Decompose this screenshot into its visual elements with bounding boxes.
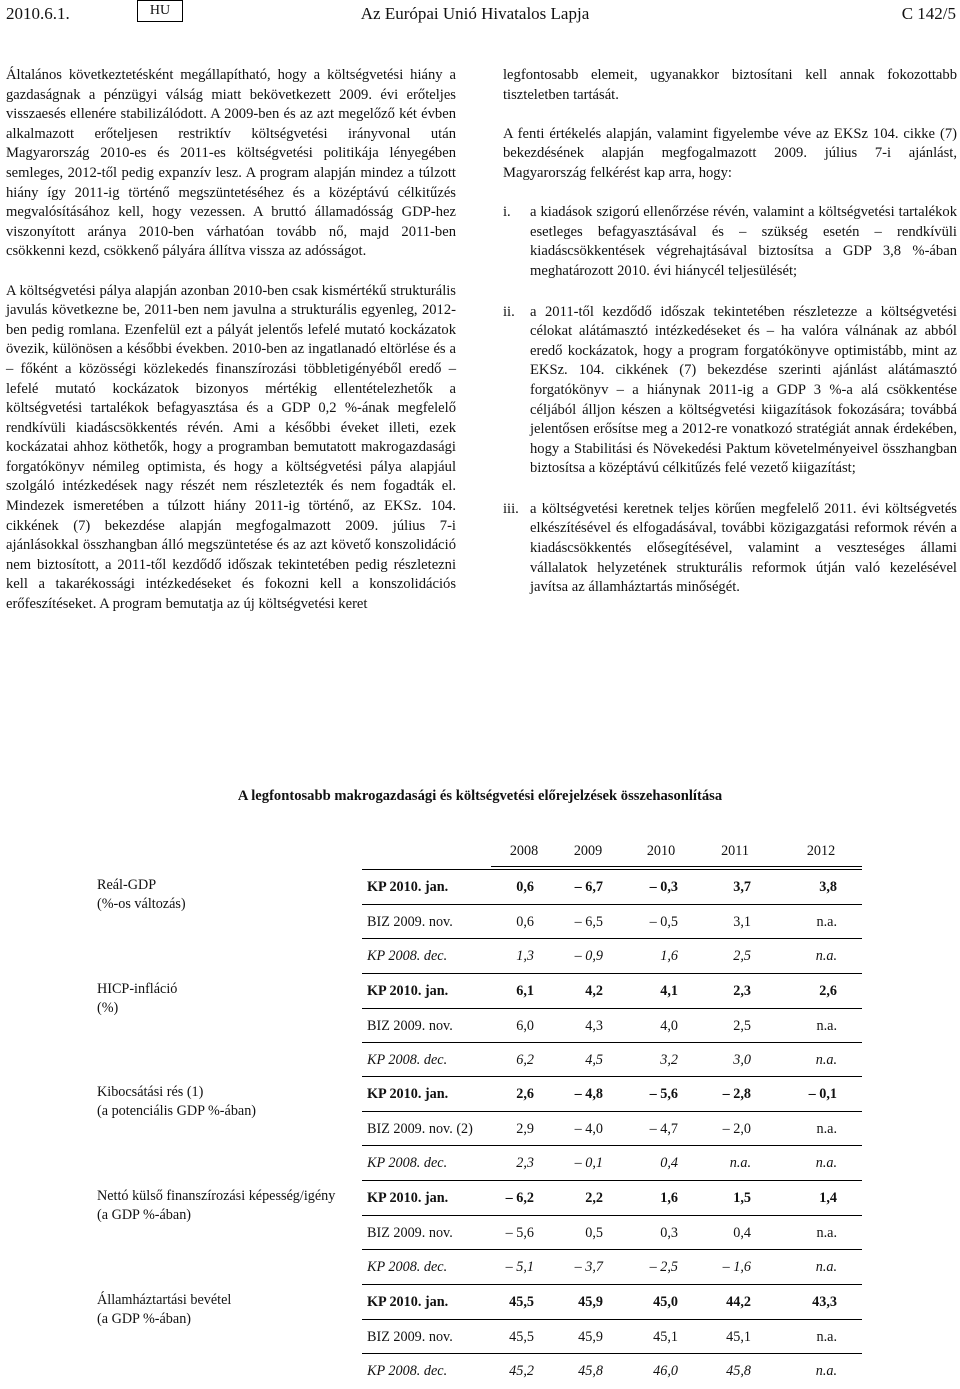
table-row (362, 1320, 862, 1355)
value-cell: n.a. (815, 1259, 837, 1276)
list-item (503, 500, 957, 598)
indicator-label (97, 1187, 349, 1224)
value-cell: 4,5 (585, 1052, 603, 1069)
indicator-name: Kibocsátási rés (1) (97, 1084, 204, 1100)
table-row (362, 973, 862, 1009)
table-row (362, 869, 862, 905)
value-cell: 2,6 (516, 1086, 534, 1102)
value-cell: 0,6 (516, 879, 534, 895)
value-cell: 3,0 (733, 1052, 751, 1069)
table-row (362, 1216, 862, 1251)
table-row (362, 1112, 862, 1147)
value-cell: 2,2 (585, 1190, 603, 1206)
value-cell: 2,6 (819, 983, 837, 999)
value-cell: 1,6 (660, 948, 678, 965)
value-cell: n.a. (815, 1363, 837, 1380)
value-cell: 1,3 (516, 948, 534, 965)
value-cell: 45,8 (578, 1363, 603, 1380)
indicator-rows (362, 1076, 862, 1181)
table-title: A legfontosabb makrogazdasági és költségvetési előrejelzések összehasonlítása (237, 788, 723, 804)
paragraph: legfontosabb elemeit, ugyanakkor biztosítani kell annak fokozottabb tiszteletben tartását. (503, 67, 957, 103)
value-cell: n.a. (816, 1224, 837, 1241)
forecast-source-cell: KP 2008. dec. (367, 1259, 448, 1276)
page-header (0, 0, 960, 32)
table-row (362, 939, 862, 974)
indicator-unit: (%) (97, 999, 119, 1016)
forecast-source-cell: KP 2010. jan. (367, 879, 449, 895)
forecast-source-cell: KP 2010. jan. (367, 1190, 449, 1206)
value-cell: – 4,7 (649, 1120, 678, 1137)
table-row (362, 1284, 862, 1320)
value-cell: 4,3 (585, 1017, 603, 1034)
table-row (362, 1009, 862, 1044)
value-cell: 45,9 (578, 1294, 603, 1310)
value-cell: 2,9 (516, 1120, 534, 1137)
forecast-source-cell: KP 2010. jan. (367, 983, 449, 999)
value-cell: 45,5 (509, 1328, 534, 1345)
table-row (362, 1250, 862, 1285)
value-cell: n.a. (816, 913, 837, 930)
indicator-unit: (a GDP %-ában) (97, 1310, 192, 1327)
list-item-text: a 2011-től kezdődő időszak tekintetében részletezze a költségvetési célokat alátámasztó intézkedéseket és – ha valóra válnának az abból eredő kockázatok, hogy a program forgatókönyve optimistább, mint az EKSz. 104. cikkének (7) bekezdése szerinti ajánlást alátámasztó forgatókönyv – a hiánynak 2011-ig a GDP 3 %-a alá csökkentése céljából álljon készen a költségvetési kiigazítások fokozására; továbbá jelentősen erősítse meg a 2012-re vonatkozó stratégiát annak érdekében, hogy a Stabilitási és Növekedési Paktum követelményeivel összhangban biztosítsa a középtávú célkitűzés felé vezető kiigazítást; (530, 303, 957, 477)
value-cell: 1,5 (733, 1190, 751, 1206)
value-cell: 45,5 (509, 1294, 534, 1310)
journal-title: Az Európai Unió Hivatalos Lapja (360, 4, 590, 23)
list-item (503, 203, 957, 281)
indicator-rows (362, 1284, 862, 1389)
value-cell: n.a. (815, 1052, 837, 1069)
paragraph: Általános következtetésként megállapítható, hogy a költségvetési hiány a gazdaságnak a pénzügyi válság miatt bekövetkezett 2009. évi erőteljes visszaesés ellenére stabilizálódott. A 2009-ben és az azt megelőző két évben alkalmazott erőteljesen restriktív költségvetési irányvonal után Magyarország 2010-es és 2011-es költségvetési politikája lényegében semleges, 2012-től pedig expanzív lesz. A program alapján mindez a túlzott hiány így 2011-ig történő megszüntetéséhez és a középtávú célkitűzés megvalósításához kell, hogy vezessen. A bruttó államadósság GDP-hez viszonyított aránya 2010-ben várhatóan tovább nő, majd 2011-ben csökkenni kezd, csökkenő pályára állítva vissza az adósságot. (6, 67, 456, 260)
value-cell: 45,9 (578, 1328, 603, 1345)
indicator-rows (362, 973, 862, 1078)
value-cell: 4,2 (585, 983, 603, 999)
value-cell: n.a. (815, 1155, 837, 1172)
value-cell: 2,3 (733, 983, 751, 999)
table-row (362, 1354, 862, 1389)
indicator-rows (362, 1180, 862, 1285)
forecast-source-cell: KP 2008. dec. (367, 1155, 448, 1172)
indicator-name: Nettó külső finanszírozási képesség/igény (97, 1188, 336, 1204)
value-cell: – 5,1 (505, 1259, 534, 1276)
indicator-label (97, 876, 349, 913)
list-item-number: ii. (503, 303, 515, 320)
value-cell: 46,0 (653, 1363, 678, 1380)
value-cell: 4,0 (660, 1017, 678, 1034)
value-cell: – 5,6 (505, 1224, 534, 1241)
value-cell: – 3,7 (574, 1259, 603, 1276)
value-cell: 1,4 (819, 1190, 837, 1206)
value-cell: 44,2 (726, 1294, 751, 1310)
indicator-label (97, 1291, 349, 1328)
paragraph: A fenti értékelés alapján, valamint figyelembe véve az EKSz 104. cikke (7) bekezdésének alapján megfogalmazott 2009. július 7-i ajánlást, Magyarország felkérést kap arra, hogy: (503, 125, 957, 181)
value-cell: 0,4 (660, 1155, 678, 1172)
list-item (503, 303, 957, 479)
forecast-source-cell: KP 2008. dec. (367, 1363, 448, 1380)
right-text-column (503, 66, 957, 619)
table-row (362, 1043, 862, 1078)
publication-date: 2010.6.1. (6, 4, 70, 23)
value-cell: – 2,8 (722, 1086, 751, 1102)
list-item-text: a kiadások szigorú ellenőrzése révén, valamint a költségvetési tartalékok esetleges befagyasztásával és – szükség esetén – rendkívüli kiadáscsökkentések végrehajtásával biztosítsa a GDP 3,8 %-ában meghatározott 2010. évi hiánycél teljesülését; (530, 204, 957, 279)
value-cell: 3,7 (733, 879, 751, 895)
year-header-cell: 2011 (721, 843, 749, 859)
indicator-name: Reál-GDP (97, 877, 157, 893)
value-cell: n.a. (816, 1328, 837, 1345)
table-row (362, 1076, 862, 1112)
forecast-source-cell: BIZ 2009. nov. (2) (367, 1120, 473, 1137)
value-cell: 45,1 (653, 1328, 678, 1345)
value-cell: 0,3 (660, 1224, 678, 1241)
value-cell: – 0,1 (574, 1155, 603, 1172)
language-code-box: HU (137, 0, 183, 22)
indicator-unit: (a potenciális GDP %-ában) (97, 1102, 257, 1119)
forecast-source-cell: BIZ 2009. nov. (367, 913, 453, 930)
value-cell: 6,0 (516, 1017, 534, 1034)
indicator-unit: (%-os változás) (97, 895, 186, 912)
value-cell: n.a. (816, 1017, 837, 1034)
value-cell: – 6,5 (574, 913, 603, 930)
value-cell: – 2,0 (722, 1120, 751, 1137)
value-cell: 3,1 (733, 913, 751, 930)
value-cell: – 4,0 (574, 1120, 603, 1137)
value-cell: – 0,5 (649, 913, 678, 930)
year-header-cell: 2008 (509, 843, 539, 859)
left-text-column (6, 66, 456, 634)
value-cell: – 0,3 (649, 879, 678, 895)
value-cell: 4,1 (660, 983, 678, 999)
value-cell: 0,4 (733, 1224, 751, 1241)
value-cell: 43,3 (812, 1294, 837, 1310)
indicator-label (97, 980, 349, 1017)
table-row (362, 1146, 862, 1181)
value-cell: 0,6 (516, 913, 534, 930)
indicator-label (97, 1083, 349, 1120)
list-item-text: a költségvetési keretnek teljes körűen megfelelő 2011. évi költségvetés elkészítésével és elfogadásával, további közigazgatási reformok révén a kiadáscsökkentés elősegítésével, valamint a veszteséges állami vállalatok helyzetének strukturális reformok útján való kezelésével javítsa az államháztartás minőségét. (530, 500, 957, 596)
value-cell: – 6,7 (574, 879, 603, 895)
forecast-source-cell: KP 2010. jan. (367, 1294, 449, 1310)
forecast-source-cell: BIZ 2009. nov. (367, 1328, 453, 1345)
list-item-number: i. (503, 204, 511, 221)
page-number: C 142/5 (901, 4, 956, 23)
year-header-cell: 2010 (646, 843, 676, 859)
value-cell: 3,8 (819, 879, 837, 895)
year-header-cell: 2009 (573, 843, 603, 859)
value-cell: 6,1 (516, 983, 534, 999)
value-cell: – 2,5 (649, 1259, 678, 1276)
value-cell: 45,8 (726, 1363, 751, 1380)
value-cell: 2,3 (516, 1155, 534, 1172)
value-cell: 45,1 (726, 1328, 751, 1345)
indicator-rows (362, 869, 862, 974)
forecast-source-cell: KP 2010. jan. (367, 1086, 449, 1102)
value-cell: 0,5 (585, 1224, 603, 1241)
value-cell: – 1,6 (722, 1259, 751, 1276)
indicator-name: Államháztartási bevétel (97, 1292, 232, 1308)
forecast-source-cell: BIZ 2009. nov. (367, 1017, 453, 1034)
value-cell: 6,2 (516, 1052, 534, 1069)
paragraph: A költségvetési pálya alapján azonban 2010-ben csak kismértékű strukturális javulás következne be, 2011-ben nem javulna a strukturális egyenleg, 2012-ben pedig romlana. Ezenfelül ezt a pályát jelentős lefelé mutató kockázatok övezik, különösen a későbbi években. 2010-ben az ingatlanadó eltörlése és a – főként a közösségi közlekedés finanszírozási többletigényéből eredő – lefelé mutató kockázatok bizonyos mértékig ellentételezhetők a költségvetési tartalékok befagyasztása és a GDP 0,2 %-ának megfelelő rendkívüli kiadáscsökkentés révén. Ami a későbbi éveket illeti, ezek kockázatai ahhoz köthetők, hogy a programban bemutatott makrogazdasági forgatókönyv némileg optimista, és hogy a költségvetési pálya alapjául szolgáló intézkedések nagy részét nem részletezték és nem fogadták el. Mindezek ismeretében a túlzott hiány 2011-ig történő, az EKSz. 104. cikkének (7) bekezdése alapján megfogalmazott 2009. július 7-i ajánlásokkal összhangban álló megszüntetése és az azt követő konszolidáció nem biztosított, a 2011-től kezdődő időszak tekintetében pedig részletezni kell a takarékossági intézkedéseket és fokozni kell a konszolidációs erőfeszítéseket. A program bemutatja az új költségvetési keret (6, 282, 456, 613)
value-cell: – 5,6 (649, 1086, 678, 1102)
value-cell: 45,2 (509, 1363, 534, 1380)
value-cell: n.a. (816, 1120, 837, 1137)
value-cell: n.a. (729, 1155, 751, 1172)
year-header-cell: 2012 (806, 843, 836, 859)
value-cell: 2,5 (733, 948, 751, 965)
list-item-number: iii. (503, 500, 519, 517)
value-cell: – 0,9 (574, 948, 603, 965)
indicator-name: HICP-infláció (97, 981, 178, 997)
year-header-row (491, 836, 862, 867)
indicator-unit: (a GDP %-ában) (97, 1206, 192, 1223)
forecast-source-cell: BIZ 2009. nov. (367, 1224, 453, 1241)
table-row (362, 905, 862, 940)
value-cell: 1,6 (660, 1190, 678, 1206)
value-cell: 45,0 (653, 1294, 678, 1310)
value-cell: – 4,8 (574, 1086, 603, 1102)
value-cell: n.a. (815, 948, 837, 965)
table-row (362, 1180, 862, 1216)
forecast-source-cell: KP 2008. dec. (367, 948, 448, 965)
value-cell: – 0,1 (808, 1086, 837, 1102)
forecast-source-cell: KP 2008. dec. (367, 1052, 448, 1069)
value-cell: 3,2 (660, 1052, 678, 1069)
recommendation-list (503, 203, 957, 598)
value-cell: – 6,2 (505, 1190, 534, 1206)
value-cell: 2,5 (733, 1017, 751, 1034)
